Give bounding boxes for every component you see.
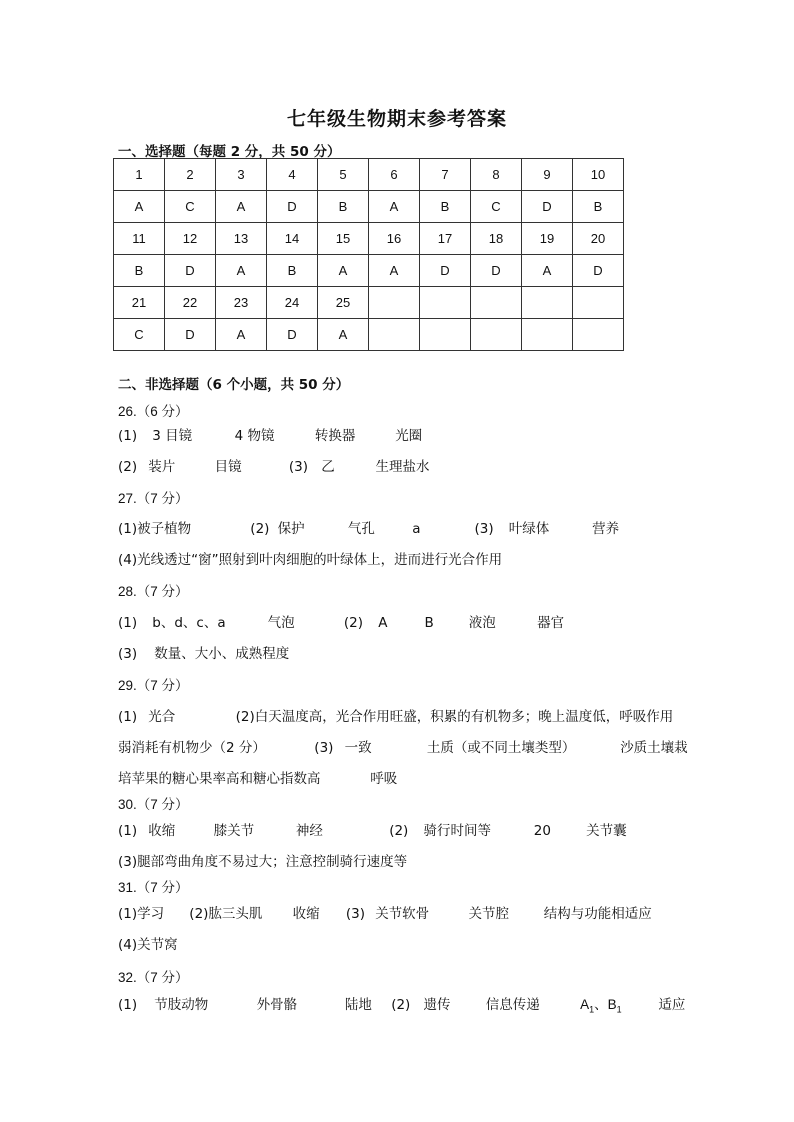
q26-answer-f: 目镜 — [214, 459, 242, 475]
table-row — [114, 191, 624, 223]
q30-header: 30.（7 分） — [118, 797, 189, 812]
q28-part1: (1) — [118, 615, 138, 631]
table-cell: 6 — [369, 159, 420, 191]
table-cell: A — [216, 255, 267, 287]
q32-answer-c: 陆地 — [344, 997, 372, 1013]
q32-b-letter: B — [607, 997, 617, 1012]
q30-answer-c: 神经 — [295, 823, 323, 839]
table-cell: A — [369, 191, 420, 223]
table-cell: 9 — [522, 159, 573, 191]
table-cell: B — [573, 191, 624, 223]
q30-line1 — [118, 819, 627, 839]
q28-answer-g: 数量、大小、成熟程度 — [154, 646, 290, 662]
q32-answer-d: 遗传 — [423, 997, 451, 1013]
q27-line2: (4)光线透过“窗”照射到叶肉细胞的叶绿体上，进而进行光合作用 — [118, 552, 503, 568]
table-cell: A — [216, 319, 267, 351]
table-cell: A — [216, 191, 267, 223]
q27-answer-b: 保护 — [277, 521, 305, 537]
table-cell: B — [267, 255, 318, 287]
table-cell — [522, 287, 573, 319]
section1-heading: 一、选择题（每题 2 分，共 50 分） — [118, 144, 341, 160]
q31-answer-b: (2)肱三头肌 — [189, 906, 263, 922]
q29-answer-d: 土质（或不同土壤类型） — [426, 740, 576, 756]
q27-header: 27.（7 分） — [118, 491, 189, 506]
table-cell: 3 — [216, 159, 267, 191]
table-cell: 19 — [522, 223, 573, 255]
table-cell: 8 — [471, 159, 522, 191]
q26-line1 — [118, 424, 422, 444]
table-cell: D — [165, 255, 216, 287]
q26-part2: (2) — [118, 459, 138, 475]
table-cell: 20 — [573, 223, 624, 255]
table-cell — [573, 319, 624, 351]
q32-line1 — [118, 993, 685, 1015]
q32-answer-a: 节肢动物 — [154, 997, 209, 1013]
q27-part3: (3) — [474, 521, 494, 537]
answer-table — [113, 158, 624, 351]
q29-line1 — [118, 705, 673, 725]
table-cell: B — [114, 255, 165, 287]
table-cell: D — [573, 255, 624, 287]
q32-sep: 、 — [594, 997, 608, 1012]
q26-answer-g: 乙 — [321, 459, 335, 475]
table-cell: 4 — [267, 159, 318, 191]
q32-header: 32.（7 分） — [118, 970, 189, 985]
q26-answer-e: 装片 — [148, 459, 176, 475]
table-cell: 17 — [420, 223, 471, 255]
q31-line1 — [118, 902, 652, 922]
table-cell: 22 — [165, 287, 216, 319]
q26-answer-d: 光圈 — [395, 428, 423, 444]
table-cell: C — [165, 191, 216, 223]
q32-answer-b: 外骨骼 — [256, 997, 298, 1013]
table-cell — [369, 319, 420, 351]
q31-answer-d: 关节软骨 — [375, 906, 430, 922]
q28-header: 28.（7 分） — [118, 584, 189, 599]
table-cell: 18 — [471, 223, 522, 255]
q27-answer-d: a — [412, 521, 421, 537]
q29-header: 29.（7 分） — [118, 678, 189, 693]
q30-line2: (3)腿部弯曲角度不易过大；注意控制骑行速度等 — [118, 854, 408, 870]
table-row — [114, 159, 624, 191]
table-cell: A — [369, 255, 420, 287]
q29-line2 — [118, 736, 688, 756]
q30-answer-d: 骑行时间等 — [423, 823, 491, 839]
q28-answer-d: B — [424, 615, 434, 631]
table-cell: 14 — [267, 223, 318, 255]
table-cell: 23 — [216, 287, 267, 319]
q28-part3: (3) — [118, 646, 138, 662]
q30-answer-e: 20 — [533, 823, 551, 839]
q30-answer-b: 膝关节 — [213, 823, 255, 839]
table-row — [114, 287, 624, 319]
table-row — [114, 223, 624, 255]
q26-part1: (1) — [118, 428, 138, 444]
page-title: 七年级生物期末参考答案 — [286, 108, 507, 130]
table-cell: A — [318, 319, 369, 351]
q29-answer-e-cont: 培苹果的糖心果率高和糖心指数高 — [118, 771, 321, 787]
table-cell: A — [318, 255, 369, 287]
table-cell: D — [165, 319, 216, 351]
table-cell — [471, 319, 522, 351]
q27-line1 — [118, 517, 619, 537]
q29-part1: (1) — [118, 709, 138, 725]
q31-answer-e: 关节腔 — [468, 906, 509, 922]
q27-answer-e: 叶绿体 — [508, 521, 550, 537]
table-cell: B — [318, 191, 369, 223]
q29-part3: (3) — [314, 740, 334, 756]
table-cell: D — [522, 191, 573, 223]
q26-answer-c: 转换器 — [314, 428, 356, 444]
table-cell: 5 — [318, 159, 369, 191]
table-cell — [420, 319, 471, 351]
q29-line3 — [118, 767, 397, 787]
q29-answer-e: 沙质土壤栽 — [620, 740, 688, 756]
q29-answer-b-cont: 弱消耗有机物少（2 分） — [118, 740, 266, 756]
table-cell: 15 — [318, 223, 369, 255]
q32-answer-e: 信息传递 — [485, 997, 540, 1013]
table-cell: 1 — [114, 159, 165, 191]
table-cell — [471, 287, 522, 319]
table-cell: C — [114, 319, 165, 351]
q29-answer-a: 光合 — [148, 709, 176, 725]
q32-answer-f — [580, 993, 654, 1015]
table-cell: 12 — [165, 223, 216, 255]
q32-b-sub: 1 — [616, 1004, 622, 1015]
q28-line2 — [118, 642, 289, 662]
q28-answer-e: 液泡 — [468, 615, 496, 631]
q30-answer-a: 收缩 — [148, 823, 176, 839]
q28-answer-a: b、d、c、a — [152, 615, 226, 631]
table-cell — [369, 287, 420, 319]
table-cell: C — [471, 191, 522, 223]
q28-answer-f: 器官 — [537, 615, 565, 631]
q32-answer-g: 适应 — [658, 997, 686, 1013]
q30-answer-f: 关节囊 — [586, 823, 627, 839]
table-row — [114, 319, 624, 351]
table-cell: D — [420, 255, 471, 287]
table-cell: 10 — [573, 159, 624, 191]
q26-part3: (3) — [288, 459, 309, 475]
q26-header: 26.（6 分） — [118, 404, 189, 419]
q31-part3: (3) — [345, 906, 366, 922]
q28-part2: (2) — [343, 615, 364, 631]
section2-heading: 二、非选择题（6 个小题，共 50 分） — [118, 377, 350, 393]
q31-header: 31.（7 分） — [118, 880, 189, 895]
q28-answer-b: 气泡 — [267, 615, 295, 631]
q29-answer-c: 一致 — [344, 740, 372, 756]
q26-line2 — [118, 455, 429, 475]
q26-answer-a: 3 目镜 — [152, 428, 193, 444]
table-cell — [522, 319, 573, 351]
q31-line2: (4)关节窝 — [118, 937, 178, 953]
q26-answer-b: 4 物镜 — [234, 428, 275, 444]
table-cell: D — [267, 319, 318, 351]
table-cell: 13 — [216, 223, 267, 255]
table-cell: A — [522, 255, 573, 287]
q31-answer-f: 结构与功能相适应 — [543, 906, 652, 922]
table-cell — [573, 287, 624, 319]
q28-answer-c: A — [378, 615, 388, 631]
q32-a-sub: 1 — [589, 1004, 595, 1015]
q30-part2: (2) — [389, 823, 409, 839]
q28-line1 — [118, 611, 564, 631]
table-cell — [420, 287, 471, 319]
table-cell: B — [420, 191, 471, 223]
table-cell: 24 — [267, 287, 318, 319]
table-cell: 2 — [165, 159, 216, 191]
table-cell: D — [471, 255, 522, 287]
q32-a-letter: A — [580, 997, 590, 1012]
table-cell: 25 — [318, 287, 369, 319]
table-cell: 7 — [420, 159, 471, 191]
table-row — [114, 255, 624, 287]
q31-answer-c: 收缩 — [292, 906, 320, 922]
q30-part1: (1) — [118, 823, 138, 839]
table-cell: 21 — [114, 287, 165, 319]
q27-answer-c: 气孔 — [347, 521, 375, 537]
q29-answer-b: (2)白天温度高，光合作用旺盛，积累的有机物多；晚上温度低，呼吸作用 — [235, 709, 674, 725]
table-cell: 11 — [114, 223, 165, 255]
q27-answer-a: (1)被子植物 — [118, 521, 192, 537]
q27-answer-f: 营养 — [592, 521, 620, 537]
q29-answer-f: 呼吸 — [370, 771, 398, 787]
q31-answer-a: (1)学习 — [118, 906, 165, 922]
table-cell: 16 — [369, 223, 420, 255]
table-cell: A — [114, 191, 165, 223]
q32-part2: (2) — [391, 997, 411, 1013]
q32-part1: (1) — [118, 997, 138, 1013]
q26-answer-h: 生理盐水 — [375, 459, 430, 475]
table-cell: D — [267, 191, 318, 223]
q27-part2: (2) — [250, 521, 270, 537]
